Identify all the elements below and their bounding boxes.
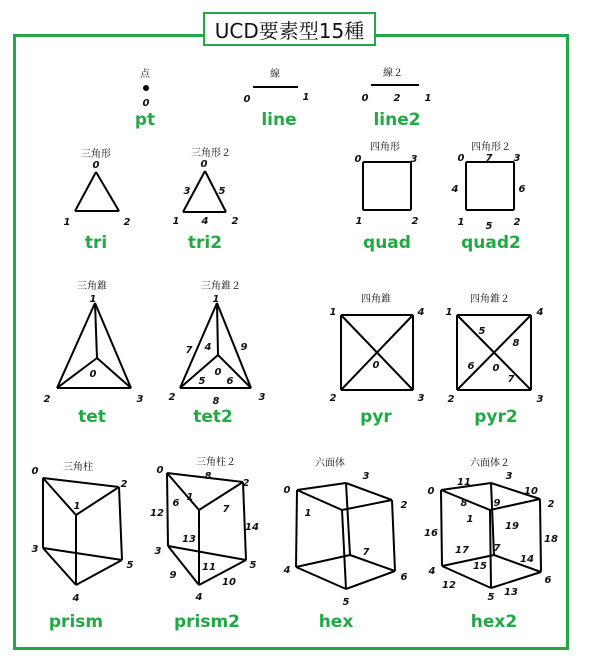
- prism2-edge-2: [199, 482, 243, 510]
- hex2-node-number: 11: [457, 477, 471, 488]
- diagram-title: UCD要素型15種: [203, 12, 376, 46]
- quad2-node-number: 2: [513, 217, 521, 228]
- tet2-node-number: 6: [226, 376, 234, 387]
- hex-node-number: 5: [342, 597, 350, 608]
- hex2-node-number: 3: [505, 471, 513, 482]
- prism2-edge-3: [167, 473, 168, 546]
- hex2-node-number: 8: [460, 498, 468, 509]
- element-tet: [44, 279, 144, 427]
- hex-edge-8: [296, 567, 346, 589]
- hex-edge-11: [350, 555, 395, 571]
- line-node-number: 1: [302, 92, 310, 103]
- element-tri2: [173, 146, 239, 253]
- tet-type-name: tet: [78, 407, 106, 427]
- prism2-node-number: 13: [182, 534, 196, 545]
- hex2-edge-5: [540, 499, 541, 572]
- hex-edge-4: [296, 490, 297, 567]
- prism2-node-number: 14: [245, 522, 259, 533]
- hex-node-number: 4: [283, 565, 291, 576]
- quad2-node-number: 0: [457, 153, 465, 164]
- tri2-node-number: 5: [218, 186, 226, 197]
- prism2-node-number: 11: [202, 562, 216, 573]
- element-prism: [32, 460, 134, 632]
- quad-type-name: quad: [363, 233, 411, 253]
- quad2-node-number: 4: [451, 184, 459, 195]
- prism2-node-number: 3: [154, 546, 162, 557]
- prism-jp-label: 三角柱: [63, 462, 93, 473]
- hex-edge-7: [346, 483, 350, 555]
- hex-edge-5: [392, 500, 395, 571]
- quad2-jp-label: 四角形２: [471, 142, 511, 153]
- tet2-node-number: 9: [240, 342, 248, 353]
- hex2-node-number: 1: [466, 514, 474, 525]
- hex-edge-1: [346, 483, 392, 500]
- line2-node-number: 0: [361, 93, 369, 104]
- tet2-node-number: 8: [212, 396, 220, 407]
- hex-edge-2: [297, 490, 342, 510]
- tri2-node-number: 4: [201, 216, 209, 227]
- prism-node-number: 0: [31, 466, 39, 477]
- prism-edge-2: [73, 487, 119, 515]
- tet-edge-5: [97, 358, 131, 388]
- tet-jp-label: 三角錐: [77, 281, 107, 292]
- prism-edge-4: [119, 487, 122, 560]
- hex-node-number: 0: [283, 485, 291, 496]
- prism-edge-7: [43, 548, 76, 585]
- hex2-node-number: 2: [547, 499, 555, 510]
- pt-type-name: pt: [134, 110, 156, 130]
- prism2-node-number: 1: [186, 492, 194, 503]
- prism2-node-number: 12: [150, 508, 164, 519]
- prism2-edge-6: [168, 546, 246, 560]
- tet2-edge-5: [218, 355, 251, 388]
- pyr2-node-number: 7: [507, 374, 515, 385]
- element-pyr: [330, 292, 425, 427]
- line-jp-label: 線: [270, 69, 280, 80]
- hex2-node-number: 6: [544, 575, 552, 586]
- tet-node-number: 2: [43, 394, 51, 405]
- pyr2-node-number: 6: [467, 361, 475, 372]
- hex-edge-0: [297, 483, 346, 490]
- hex-type-name: hex: [318, 612, 354, 632]
- element-line: [244, 67, 310, 130]
- tet-edge-3: [95, 303, 97, 358]
- tri-type-name: tri: [84, 233, 108, 253]
- tri-node-number: 0: [92, 160, 100, 171]
- prism2-node-number: 9: [169, 570, 177, 581]
- quad2-node-number: 5: [485, 221, 493, 232]
- pyr-node-number: 3: [417, 393, 425, 404]
- element-prism2: [150, 455, 259, 632]
- tri-node-number: 1: [63, 217, 71, 228]
- quad-node-number: 1: [355, 216, 363, 227]
- tri2-node-number: 1: [172, 216, 180, 227]
- tet2-node-number: 2: [168, 392, 176, 403]
- hex2-node-number: 16: [424, 528, 438, 539]
- element-tri: [64, 147, 131, 253]
- prism-node-number: 4: [72, 593, 80, 604]
- element-quad2: [451, 140, 526, 253]
- pt-node-number: 0: [142, 98, 150, 109]
- pyr2-node-number: 0: [492, 363, 500, 374]
- tri2-type-name: tri2: [187, 233, 223, 253]
- pt-jp-label: 点: [140, 69, 150, 80]
- pyr-node-number: 2: [329, 393, 337, 404]
- hex-edge-9: [346, 571, 395, 589]
- element-pyr2: [446, 292, 544, 427]
- line2-node-number: 2: [393, 93, 401, 104]
- pyr-jp-label: 四角錐: [361, 294, 391, 305]
- tet-node-number: 3: [136, 394, 144, 405]
- quad-node-number: 0: [354, 154, 362, 165]
- hex2-node-number: 7: [493, 543, 501, 554]
- line2-jp-label: 線２: [383, 68, 403, 79]
- pyr2-node-number: 8: [512, 338, 520, 349]
- hex-jp-label: 六面体: [315, 458, 345, 469]
- hex2-node-number: 14: [520, 554, 534, 565]
- hex2-type-name: hex2: [470, 612, 518, 632]
- prism2-node-number: 0: [156, 465, 164, 476]
- tet-node-number: 0: [89, 369, 97, 380]
- tri-jp-label: 三角形: [81, 149, 111, 160]
- tet-edge-1: [95, 303, 131, 388]
- prism2-node-number: 7: [222, 504, 230, 515]
- tri2-node-number: 0: [200, 159, 208, 170]
- pt-node-point: [143, 85, 149, 91]
- pyr2-type-name: pyr2: [474, 407, 518, 427]
- prism2-edge-4: [243, 482, 246, 560]
- prism2-node-number: 4: [195, 592, 203, 603]
- element-hex: [283, 456, 408, 632]
- line2-type-name: line2: [373, 110, 421, 130]
- hex2-jp-label: 六面体２: [470, 458, 510, 469]
- element-pt: [135, 67, 155, 130]
- pyr-type-name: pyr: [360, 407, 392, 427]
- hex-node-number: 3: [362, 471, 370, 482]
- hex2-node-number: 5: [487, 592, 495, 603]
- hex2-node-number: 17: [455, 545, 469, 556]
- hex2-node-number: 10: [524, 486, 538, 497]
- element-tet2: [169, 279, 266, 427]
- tet2-node-number: 4: [204, 342, 212, 353]
- quad2-node-number: 1: [457, 217, 465, 228]
- hex2-node-number: 18: [544, 534, 558, 545]
- quad-node-number: 3: [410, 154, 418, 165]
- quad2-type-name: quad2: [461, 233, 521, 253]
- prism-type-name: prism: [48, 612, 104, 632]
- prism2-node-number: 10: [222, 577, 236, 588]
- prism-edge-6: [43, 548, 122, 560]
- hex-node-number: 1: [304, 508, 312, 519]
- element-quad: [355, 140, 419, 253]
- tri-edge-0: [75, 172, 96, 211]
- hex2-node-number: 4: [428, 566, 436, 577]
- prism-edge-0: [43, 478, 119, 487]
- tet2-edge-3: [217, 303, 218, 355]
- pyr2-jp-label: 四角錐２: [470, 294, 510, 305]
- prism-edge-1: [43, 478, 76, 515]
- tri2-node-number: 2: [231, 216, 239, 227]
- tri2-node-number: 3: [183, 186, 191, 197]
- tet-node-number: 1: [89, 294, 97, 305]
- pyr2-node-number: 4: [536, 307, 544, 318]
- line2-node-number: 1: [424, 93, 432, 104]
- line-node-number: 0: [243, 94, 251, 105]
- prism2-jp-label: 三角柱２: [196, 457, 236, 468]
- pyr2-node-number: 5: [478, 326, 486, 337]
- hex2-node-number: 15: [473, 561, 487, 572]
- hex2-edge-6: [490, 510, 491, 588]
- hex2-edge-4: [441, 490, 442, 566]
- quad-node-number: 2: [411, 216, 419, 227]
- prism-node-number: 3: [31, 544, 39, 555]
- tet2-node-number: 5: [198, 376, 206, 387]
- prism2-type-name: prism2: [173, 612, 241, 632]
- hex-edge-3: [342, 500, 392, 510]
- tri-node-number: 2: [123, 217, 131, 228]
- prism-edge-8: [76, 560, 122, 585]
- prism2-node-number: 5: [249, 560, 257, 571]
- tet2-node-number: 3: [258, 392, 266, 403]
- tet2-type-name: tet2: [193, 407, 233, 427]
- hex-node-number: 2: [400, 500, 408, 511]
- prism-node-number: 2: [120, 479, 128, 490]
- hex2-node-number: 12: [442, 580, 456, 591]
- hex-edge-10: [296, 555, 350, 567]
- hex2-edge-9: [491, 572, 541, 588]
- quad2-node-number: 6: [518, 184, 526, 195]
- tet2-node-number: 7: [185, 345, 193, 356]
- hex2-node-number: 9: [493, 498, 501, 509]
- tet2-jp-label: 三角錐２: [201, 281, 241, 292]
- hex2-node-number: 13: [504, 587, 518, 598]
- pyr-node-number: 4: [417, 307, 425, 318]
- pyr2-node-number: 2: [447, 394, 455, 405]
- pyr-node-number: 0: [372, 360, 380, 371]
- quad2-node-number: 3: [513, 153, 521, 164]
- tet2-node-number: 1: [212, 294, 220, 305]
- quad-jp-label: 四角形: [370, 142, 400, 153]
- tet2-node-number: 0: [214, 367, 222, 378]
- pyr2-node-number: 3: [536, 394, 544, 405]
- tri2-jp-label: 三角形２: [191, 148, 231, 159]
- hex-node-number: 7: [362, 547, 370, 558]
- prism2-node-number: 6: [172, 498, 180, 509]
- pyr-node-number: 1: [329, 307, 337, 318]
- element-line2: [362, 66, 432, 130]
- tri-edge-2: [96, 172, 119, 211]
- hex-node-number: 6: [400, 572, 408, 583]
- pyr2-node-number: 1: [445, 307, 453, 318]
- element-hex2: [424, 456, 558, 632]
- quad2-node-number: 7: [485, 153, 493, 164]
- prism-node-number: 5: [126, 560, 134, 571]
- line-type-name: line: [261, 110, 297, 130]
- prism2-node-number: 2: [242, 478, 250, 489]
- hex-edge-6: [342, 510, 346, 589]
- prism-node-number: 1: [73, 501, 81, 512]
- hex2-node-number: 19: [505, 521, 519, 532]
- prism2-node-number: 8: [204, 471, 212, 482]
- hex2-node-number: 0: [427, 486, 435, 497]
